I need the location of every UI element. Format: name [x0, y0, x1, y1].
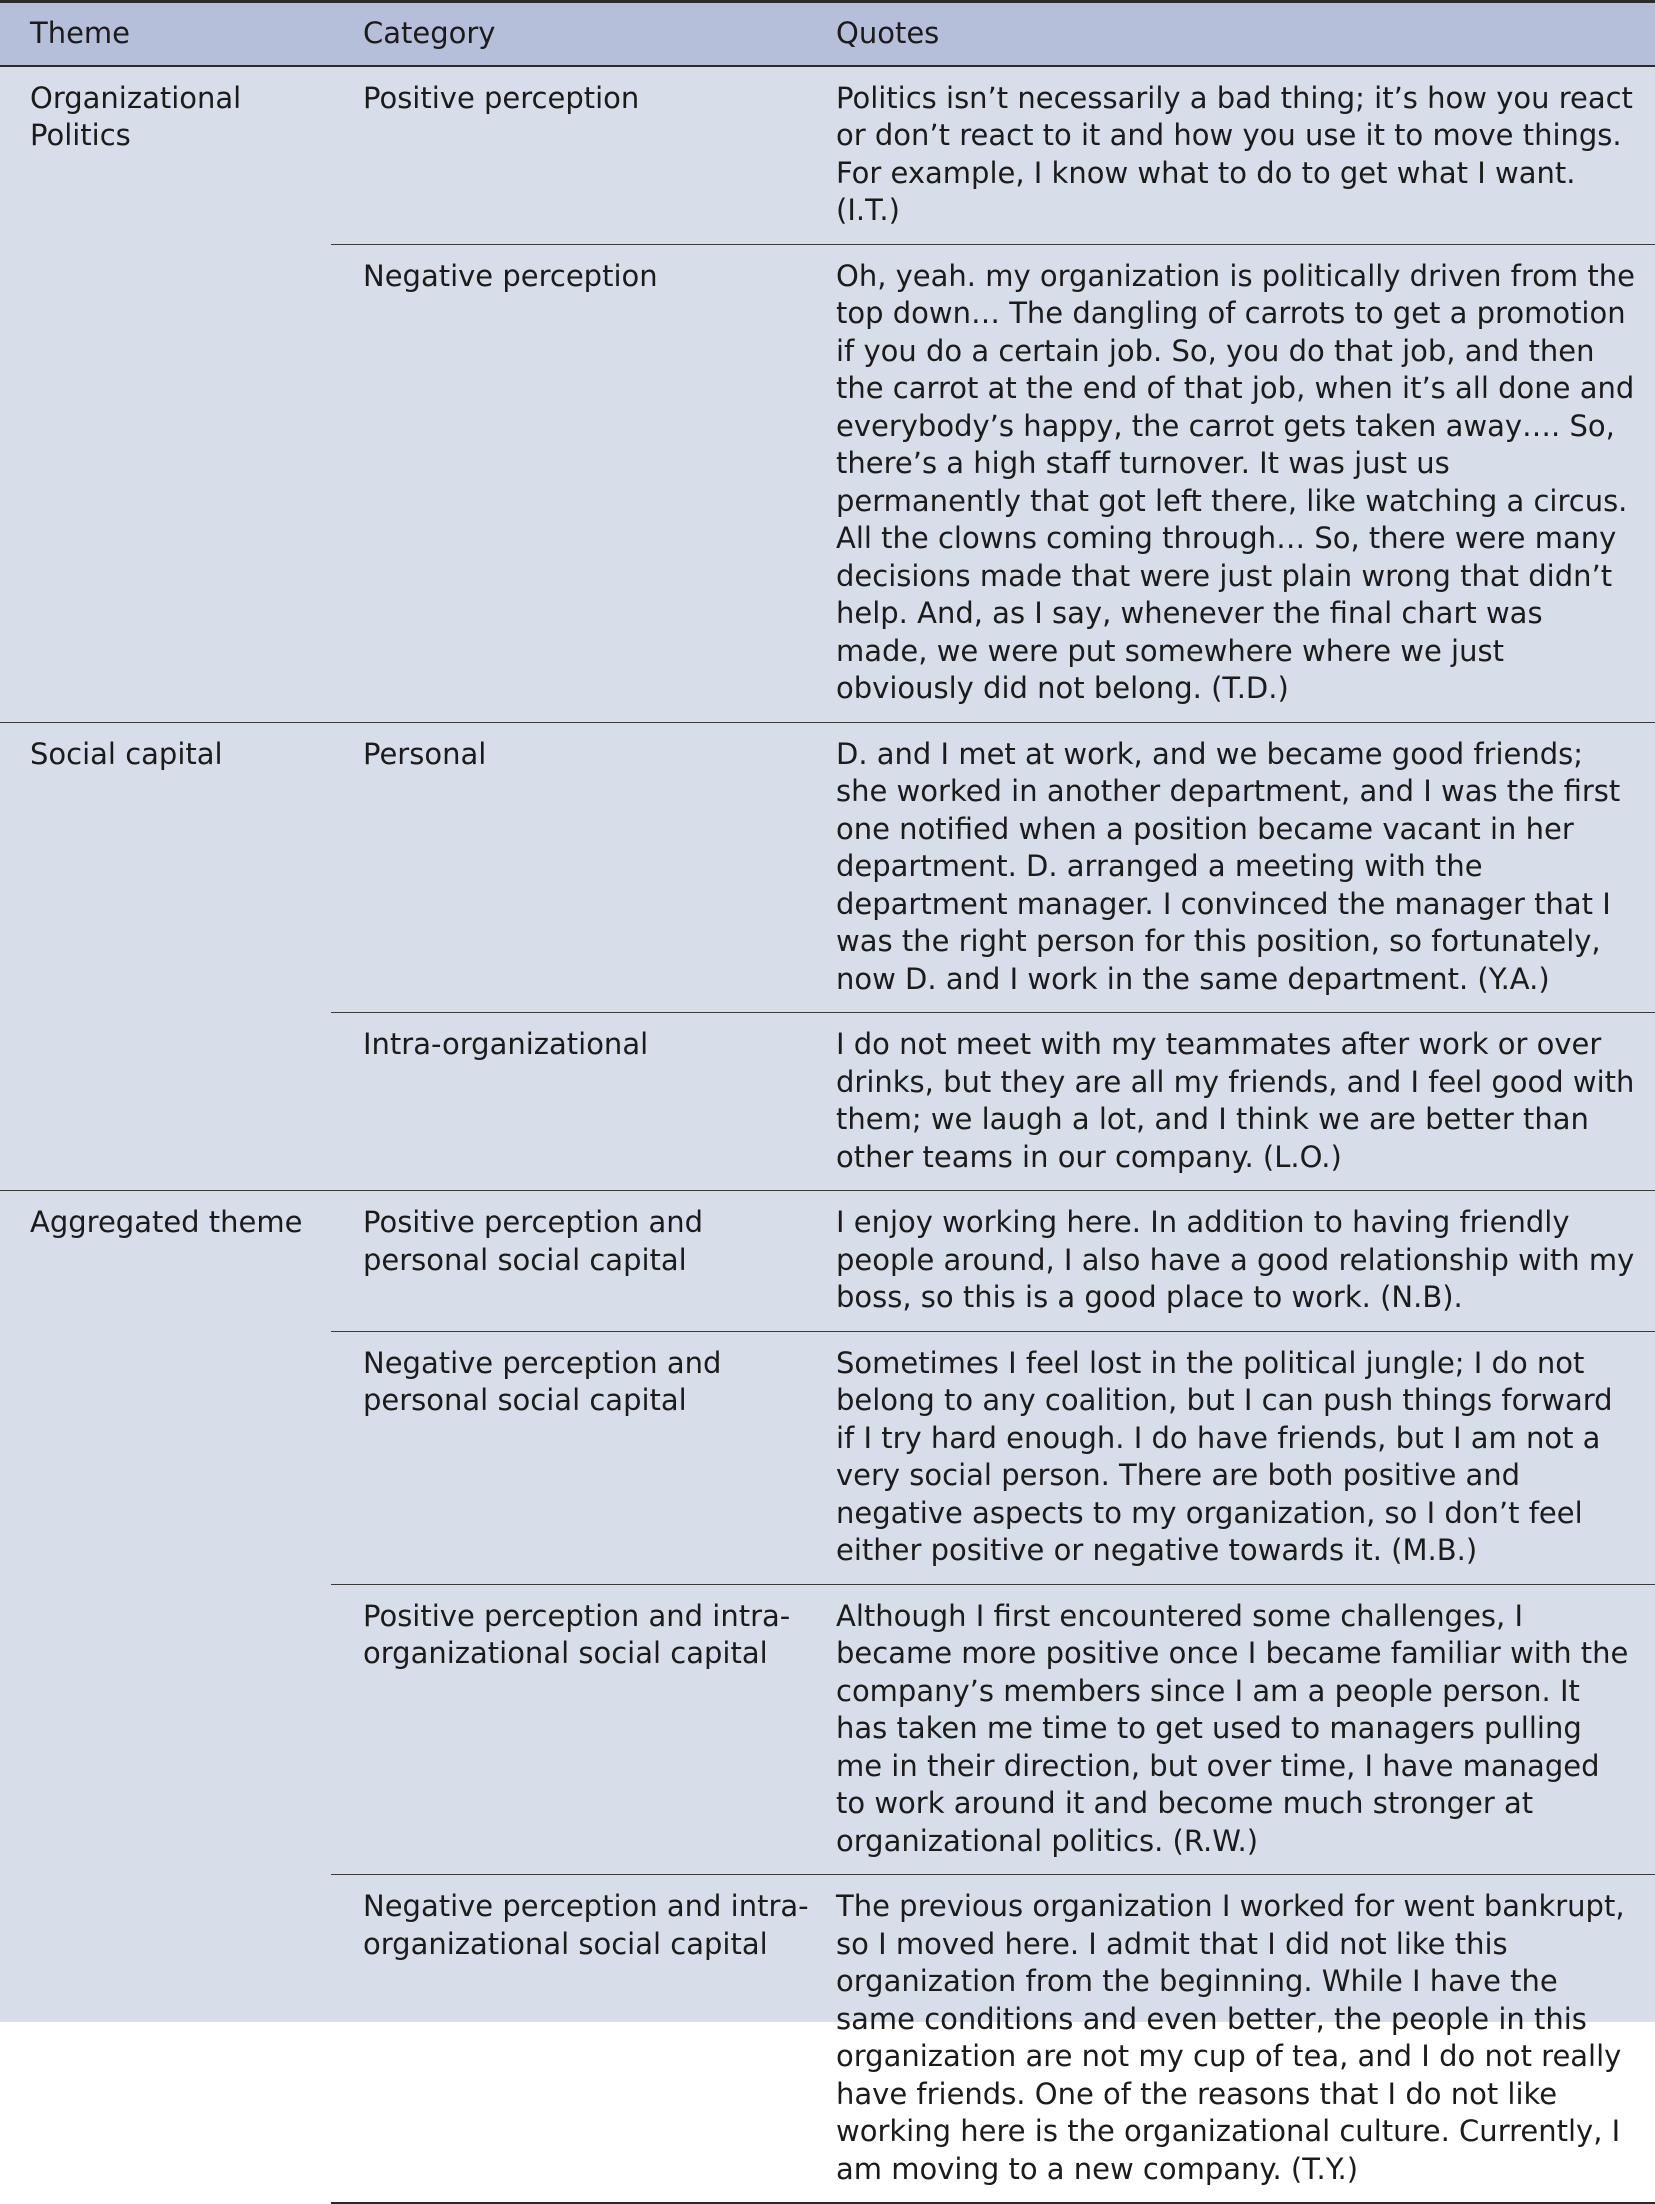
theme-cell: Social capital [0, 722, 331, 1191]
theme-cell: Aggregated theme [0, 1191, 331, 2204]
header-row [0, 2, 1655, 66]
category-cell: Positive perception [331, 66, 836, 245]
category-cell: Positive perception and intra-organizational social capital [331, 1584, 836, 1875]
theme-cell: Organizational Politics [0, 66, 331, 723]
table-row [0, 66, 1655, 245]
table-row [0, 722, 1655, 1013]
header-category: Category [331, 2, 836, 66]
quote-cell: I enjoy working here. In addition to having friendly people around, I also have a good relationship with my boss, so this is a good place to work. (N.B). [836, 1191, 1655, 1332]
category-cell: Negative perception [331, 244, 836, 722]
table-row [0, 1191, 1655, 1332]
quote-cell: Oh, yeah. my organization is politically driven from the top down… The dangling of carrots to get a promotion if you do a certain job. So, you do that job, and then the carrot at the end of that job, when it’s all done and everybody’s happy, the carrot gets taken away…. So, there’s a high staff turnover. It was just us permanently that got left there, like watching a circus. All the clowns coming through… So, there were many decisions made that were just plain wrong that didn’t help. And, as I say, whenever the final chart was made, we were put somewhere where we just obviously did not belong. (T.D.) [836, 244, 1655, 722]
category-cell: Intra-organizational [331, 1013, 836, 1191]
category-cell: Negative perception and intra-organizational social capital [331, 1875, 836, 2204]
quote-cell: I do not meet with my teammates after work or over drinks, but they are all my friends, and I feel good with them; we laugh a lot, and I think we are better than other teams in our company. (L.O.) [836, 1013, 1655, 1191]
quote-cell: Although I first encountered some challenges, I became more positive once I became familiar with the company’s members since I am a people person. It has taken me time to get used to managers pulling me in their direction, but over time, I have managed to work around it and become much stronger at organizational politics. (R.W.) [836, 1584, 1655, 1875]
quote-cell: The previous organization I worked for went bankrupt, so I moved here. I admit that I did not like this organization from the beginning. While I have the same conditions and even better, the people in this organization are not my cup of tea, and I do not really have friends. One of the reasons that I do not like working here is the organizational culture. Currently, I am moving to a new company. (T.Y.) [836, 1875, 1655, 2204]
quote-cell: Sometimes I feel lost in the political jungle; I do not belong to any coalition, but I can push things forward if I try hard enough. I do have friends, but I am not a very social person. There are both positive and negative aspects to my organization, so I don’t feel either positive or negative towards it. (M.B.) [836, 1331, 1655, 1584]
table-header [0, 2, 1655, 66]
table-body [0, 66, 1655, 2204]
quote-cell: D. and I met at work, and we became good friends; she worked in another department, and I was the first one notified when a position became vacant in her department. D. arranged a meeting with the department manager. I convinced the manager that I was the right person for this position, so fortunately, now D. and I work in the same department. (Y.A.) [836, 722, 1655, 1013]
header-quotes: Quotes [836, 2, 1655, 66]
category-cell: Personal [331, 722, 836, 1013]
category-cell: Negative perception and personal social capital [331, 1331, 836, 1584]
quote-cell: Politics isn’t necessarily a bad thing; it’s how you react or don’t react to it and how you use it to move things. For example, I know what to do to get what I want. (I.T.) [836, 66, 1655, 245]
category-cell: Positive perception and personal social capital [331, 1191, 836, 1332]
header-theme: Theme [0, 2, 331, 66]
